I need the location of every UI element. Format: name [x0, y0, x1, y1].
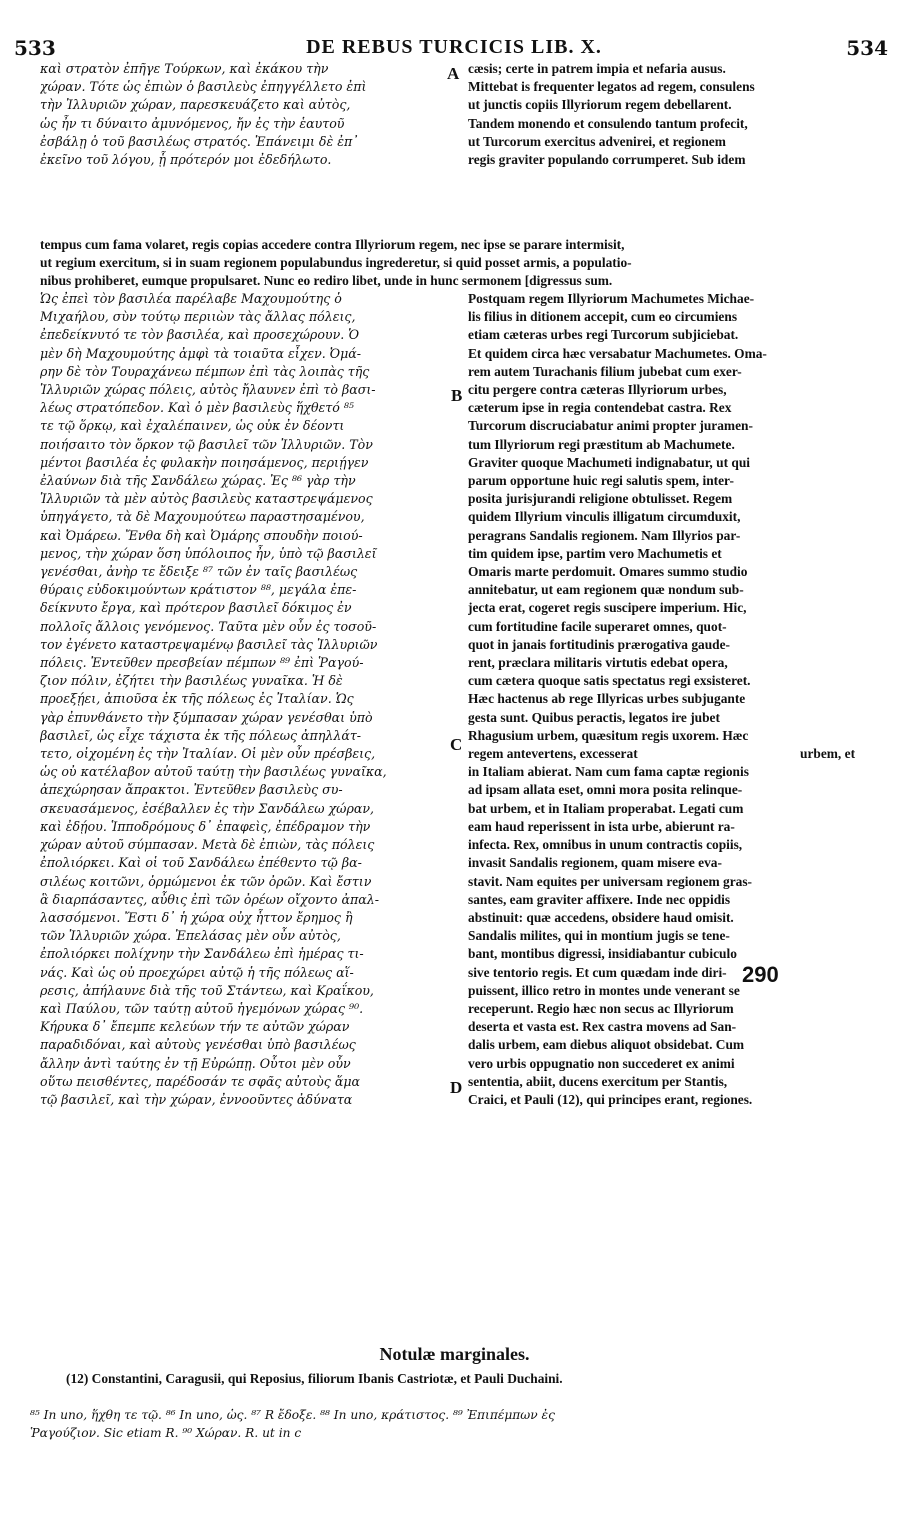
text-line: ἐλαύνων διὰ τῆς Σανδάλεω χώρας. Ἐς ⁸⁶ γὰρ τὴν: [40, 473, 356, 489]
text-line-tail: urbem, et: [800, 746, 856, 762]
text-line: in Italiam abierat. Nam cum fama captæ regionis: [468, 764, 749, 780]
text-line: τε τῷ ὅρκῳ, καὶ ἐχαλέπαινεν, ὡς οὐκ ἐν δέοντι: [40, 418, 345, 434]
text-line: Omaris marte perdomuit. Omares summo studio: [468, 564, 748, 580]
full-width-latin-paragraph: [40, 236, 878, 291]
text-line: cum cætera quoque satis spectatus regi exsisteret.: [468, 673, 751, 689]
text-line: ad ipsam allata eset, omni mora posita relinque-: [468, 782, 743, 798]
text-line: citu pergere contra cæteras Illyriorum urbes,: [468, 382, 727, 398]
latin-column-top: [468, 60, 878, 169]
text-line: γὰρ ἐπυνθάνετο τὴν ξύμπασαν χώραν γενέσθαι ὑπὸ: [40, 709, 373, 725]
text-line: δείκνυτο ἔργα, καὶ πρότερον βασιλεῖ δόκιμος ἐν: [40, 600, 352, 616]
text-line: dalis urbem, eam diebus aliquot obsidebat. Cum: [468, 1037, 745, 1053]
text-line: tim quidem ipse, partim vero Machumetis et: [468, 545, 722, 561]
text-line: Μιχαήλου, σὺν τούτῳ περιιὼν τὰς ἄλλας πόλεις,: [40, 309, 356, 325]
text-line: regem antevertens, excesserat urbem, et: [468, 745, 878, 763]
text-line: ποιήσαιτο τὸν ὅρκον τῷ βασιλεῖ τῶν Ἰλλυριῶν. Τὸν: [40, 436, 373, 452]
footnote-line: Ῥαγούζιον. Sic etiam R. ⁹⁰ Χώραν. R. ut in c: [30, 1426, 302, 1440]
text-line: Tandem monendo et consulendo tantum profecit,: [468, 115, 748, 131]
text-line: jecta erat, cogeret regis suscipere imperium. Hic,: [468, 600, 747, 616]
text-line: ὑπηγάγετο, τὰ δὲ Μαχουμούτεω παραστησαμένου,: [40, 509, 365, 525]
text-line: μενος, τὴν χώραν ὅση ὑπόλοιπος ἦν, ὑπὸ τῷ βασιλεῖ: [40, 545, 377, 561]
text-line: ἃ διαρπάσαντες, αὖθις ἐπὶ τῶν ὀρέων οἴχοντο ἀπαλ-: [40, 891, 380, 907]
text-line: quidem Illyrium vinculis illigatum circumduxit,: [468, 509, 741, 525]
text-line: χώραν αὐτοῦ σύμπασαν. Μετὰ δὲ ἐπιὼν, τὰς πόλεις: [40, 837, 375, 853]
section-marker-c: C: [450, 735, 463, 754]
text-line: ρεσις, ἀπήλαυνε διὰ τῆς τοῦ Στάντεω, καὶ Κραΐκου,: [40, 982, 374, 998]
text-line: Ἰλλυριῶν χώρας πόλεις, αὐτὸς ἤλαυνεν ἐπὶ τὸ βασι-: [40, 382, 376, 398]
text-line: bant, montibus digressi, insidiabantur cubiculo: [468, 946, 737, 962]
text-line: τον ἐγένετο καταστρεψαμένῳ βασιλεῖ τὰς Ἰλλυριῶν: [40, 636, 378, 652]
running-title: DE REBUS TURCICIS LIB. X.: [306, 36, 602, 58]
text-line: cæsis; certe in patrem impia et nefaria ausus.: [468, 61, 726, 76]
text-line: καὶ ἐδῄου. Ἱπποδρόμους δ᾽ ἐπαφεὶς, ἐπέδραμον τὴν: [40, 818, 371, 834]
text-line: Ὡς ἐπεὶ τὸν βασιλέα παρέλαβε Μαχουμούτης ὁ: [40, 291, 342, 306]
text-line: rem autem Turachanis filium jubebat cum exer-: [468, 363, 742, 379]
greek-column-top: [40, 60, 445, 169]
text-line: annitebatur, ut eam regionem quæ nondum sub-: [468, 582, 744, 598]
text-line: καὶ Παύλου, τῶν ταύτῃ αὐτοῦ ἡγεμόνων χώρας ⁹⁰.: [40, 1000, 364, 1016]
latin-column: [468, 290, 878, 1109]
notulae-text: (12) Constantini, Caragusii, qui Reposius, filiorum Ibanis Castriotæ, et Pauli Duchaini.: [66, 1371, 563, 1386]
text-line: sententia, abiit, ducens exercitum per Stantis,: [468, 1073, 728, 1089]
footnotes: [30, 1406, 890, 1442]
page-number-right: 534: [846, 36, 888, 60]
text-line: γενέσθαι, ἀνὴρ τε ἔδειξε ⁸⁷ τῶν ἐν ταῖς βασιλέως: [40, 564, 358, 580]
footnote-line: ⁸⁵ In uno, ἥχθη τε τῷ. ⁸⁶ In uno, ὡς. ⁸⁷ R ἔδοξε. ⁸⁸ In uno, κράτιστος. ⁸⁹ Ἐπιπέμπων ἐς: [30, 1408, 555, 1422]
text-line: eam haud reperissent in ista urbe, abierunt ra-: [468, 818, 735, 834]
text-line: receperunt. Regio hæc non secus ac Illyriorum: [468, 1000, 734, 1016]
text-line: deserta et vasta est. Rex castra movens ad San-: [468, 1019, 737, 1035]
text-line: ζιον πόλιν, ἐζήτει τὴν βασιλέως γυναῖκα. Ἡ δὲ: [40, 673, 343, 689]
text-line: ὡς οὐ κατέλαβον αὐτοῦ ταύτῃ τὴν βασιλέως γυναῖκα,: [40, 764, 387, 780]
text-line: parum opportune huic regi salutis spem, inter-: [468, 473, 734, 489]
text-line: Craici, et Pauli (12), qui principes erant, regiones.: [468, 1091, 753, 1107]
text-line: puissent, illico retro in montes unde venerant se: [468, 982, 740, 998]
text-line: ἐπολιόρκει. Καὶ οἱ τοῦ Σανδάλεω ἐπέθεντο τῷ βα-: [40, 855, 362, 871]
text-line: λασσόμενοι. Ἔστι δ᾽ ἡ χώρα οὐχ ἧττον ἔρημος ἢ: [40, 909, 353, 925]
text-line: Sandalis milites, qui in montium jugis se tene-: [468, 928, 730, 944]
text-line: sive tentorio regis. Et cum quædam inde diri-: [468, 964, 727, 980]
section-marker-d: D: [450, 1078, 463, 1097]
inline-page-number: 290: [742, 962, 779, 987]
text-line: ρην δὲ τὸν Τουραχάνεω πέμπων ἐπὶ τὰς λοιπὰς τῆς: [40, 363, 370, 379]
text-line: Κήρυκα δ᾽ ἔπεμπε κελεύων τήν τε αὐτῶν χώραν: [40, 1019, 350, 1035]
text-line: προεξῄει, ἀπιοῦσα ἐκ τῆς πόλεως ἐς Ἰταλίαν. Ὡς: [40, 691, 354, 707]
text-line: abstinuit: quæ accedens, obsidere haud omisit.: [468, 909, 734, 925]
text-line: infecta. Rex, omnibus in unum contractis copiis,: [468, 837, 743, 853]
page-number-left: 533: [14, 36, 56, 60]
text-line: Graviter quoque Machumeti indignabatur, ut qui: [468, 454, 750, 470]
text-line: invasit Sandalis regionem, quam misere eva-: [468, 855, 722, 871]
text-line: καὶ στρατὸν ἐπῆγε Τούρκων, καὶ ἐκάκου τὴν: [40, 61, 329, 76]
text-line: ut junctis copiis Illyriorum regem debellarent.: [468, 97, 732, 113]
text-line: regis graviter populando corrumperet. Sub idem: [468, 152, 746, 168]
text-line: cum fortitudine facile superaret omnes, quot-: [468, 618, 727, 634]
text-line: tempus cum fama volaret, regis copias accedere contra Illyriorum regem, nec ipse se parare intermisit,: [40, 237, 625, 252]
text-line: τετο, οἰχομένη ἐς τὴν Ἰταλίαν. Οἱ μὲν οὖν πρέσβεις,: [40, 746, 376, 762]
text-line: μέντοι βασιλέα ἐς φυλακὴν ποιησάμενος, περιῄγεν: [40, 454, 369, 470]
text-line: ἐπολιόρκει πολίχνην τὴν Σανδάλεω ἐπὶ ἡμέρας τι-: [40, 946, 364, 962]
text-line: peragrans Sandalis regionem. Nam Illyrios par-: [468, 527, 741, 543]
text-line: ut regium exercitum, si in suam regionem populabundus ingrederetur, si quid posset armis, a populatio-: [40, 255, 632, 271]
text-line: ἄλλην ἀντὶ ταύτης ἐν τῇ Εὐρώπῃ. Οὗτοι μὲν οὖν: [40, 1055, 351, 1071]
text-line: μὲν δὴ Μαχουμούτης ἀμφὶ τὰ τοιαῦτα εἶχεν. Ὀμά-: [40, 345, 362, 361]
text-line: tum Illyriorum regi præstitum ab Machumete.: [468, 436, 735, 452]
text-line: rent, præclara militaris virtutis edebat opera,: [468, 655, 728, 671]
text-line: τῶν Ἰλλυριῶν χώρα. Ἐπελάσας μὲν οὖν αὐτὸς,: [40, 928, 341, 944]
text-line: ut Turcorum exercitus advenirei, et regionem: [468, 133, 726, 149]
notulae-title: Notulæ marginales.: [379, 1344, 530, 1364]
text-line: nibus prohiberet, eumque propulsaret. Nunc eo rediro libet, unde in hunc sermonem [digressus sum.: [40, 273, 613, 289]
text-line: Postquam regem Illyriorum Machumetes Michae-: [468, 291, 755, 306]
text-line: νάς. Καὶ ὡς οὐ προεχώρει αὐτῷ ἡ τῆς πόλεως αἵ-: [40, 964, 354, 980]
text-line: ἐσβάλῃ ὁ τοῦ βασιλέως στρατός. Ἐπάνειμι δὲ ἐπ᾽: [40, 133, 359, 149]
text-line: σκευασάμενος, ἐσέβαλλεν ἐς τὴν Σανδάλεω χώραν,: [40, 800, 375, 816]
text-line: stavit. Nam equites per universam regionem gras-: [468, 873, 753, 889]
text-line: πολλοῖς ἄλλοις γενόμενος. Ταῦτα μὲν οὖν ἐς τοσοῦ-: [40, 618, 377, 634]
text-line: lis filius in ditionem accepit, cum eo circumiens: [468, 309, 738, 325]
section-marker-b: B: [451, 386, 463, 405]
text-line: βασιλεῖ, ὡς εἶχε τάχιστα ἐκ τῆς πόλεως ἀπηλλάτ-: [40, 727, 362, 743]
text-line: bat urbem, et in Italiam properabat. Legati cum: [468, 800, 744, 816]
text-line: τῷ βασιλεῖ, καὶ τὴν χώραν, ἐννοοῦντες ἀδύνατα: [40, 1091, 353, 1107]
text-line: Turcorum discruciabatur animi propter juramen-: [468, 418, 753, 434]
text-line: gesta sunt. Quibus peractis, legatos ire jubet: [468, 709, 720, 725]
text-line: ὡς ἦν τι δύναιτο ἀμυνόμενος, ἤν ἐς τὴν ἑαυτοῦ: [40, 115, 345, 131]
text-line: Et quidem circa hæc versabatur Machumetes. Oma-: [468, 345, 767, 361]
text-line: vero urbis oppugnatio non succederet ex animi: [468, 1055, 735, 1071]
text-line: λέως στρατόπεδον. Καὶ ὁ μὲν βασιλεὺς ἥχθετό ⁸⁵: [40, 400, 354, 416]
text-line: Ἰλλυριῶν τὰ μὲν αὐτὸς βασιλεὺς καταστρεψάμενος: [40, 491, 373, 507]
text-line: πόλεις. Ἐντεῦθεν πρεσβείαν πέμπων ⁸⁹ ἐπὶ Ῥαγού-: [40, 655, 364, 671]
text-line: οὕτω πεισθέντες, παρέδοσάν τε σφᾶς αὐτοὺς ἅμα: [40, 1073, 361, 1089]
section-marker-a: A: [447, 64, 460, 83]
text-line: χώραν. Τότε ὡς ἐπιὼν ὁ βασιλεὺς ἐπηγγέλλετο ἐπὶ: [40, 79, 367, 95]
text-line: quot in janais fortitudinis prærogativa gaude-: [468, 636, 731, 652]
text-line: Hæc hactenus ab rege Illyricas urbes subjugante: [468, 691, 746, 707]
text-line: σιλέως κοιτῶνι, ὁρμώμενοι ἐκ τῶν ὀρῶν. Καὶ ἔστιν: [40, 873, 372, 889]
text-line: Rhagusium urbem, quæsitum regis uxorem. Hæc: [468, 727, 749, 743]
text-line: ἐκεῖνο τοῦ λόγου, ᾗ πρότερόν μοι ἐδεδήλωτο.: [40, 152, 332, 168]
text-line: τὴν Ἰλλυριῶν χώραν, παρεσκευάζετο καὶ αὐτὸς,: [40, 97, 351, 113]
text-line: etiam cæteras urbes regi Turcorum subjiciebat.: [468, 327, 739, 343]
text-line: posita jurisjurandi religione obtulisset. Regem: [468, 491, 733, 507]
text-line: ἐπεδείκνυτό τε τὸν βασιλέα, καὶ προσεχώρουν. Ὁ: [40, 327, 360, 343]
text-line: Mittebat is frequenter legatos ad regem, consulens: [468, 79, 755, 95]
text-line: ἀπεχώρησαν ἄπρακτοι. Ἐντεῦθεν βασιλεὺς συ-: [40, 782, 343, 798]
text-line: θύραις εὐδοκιμούντων κράτιστον ⁸⁸, μεγάλα ἐπε-: [40, 582, 357, 598]
text-line: παραδιδόναι, καὶ αὐτοὺς γενέσθαι ὑπὸ βασιλέως: [40, 1037, 356, 1053]
greek-column: [40, 290, 445, 1109]
text-line: cæterum ipse in regia contendebat castra. Rex: [468, 400, 732, 416]
text-line: santes, eam graviter affixere. Inde nec oppidis: [468, 891, 731, 907]
text-line: καὶ Ὀμάρεω. Ἔνθα δὴ καὶ Ὀμάρης σπουδὴν ποιού-: [40, 527, 363, 543]
